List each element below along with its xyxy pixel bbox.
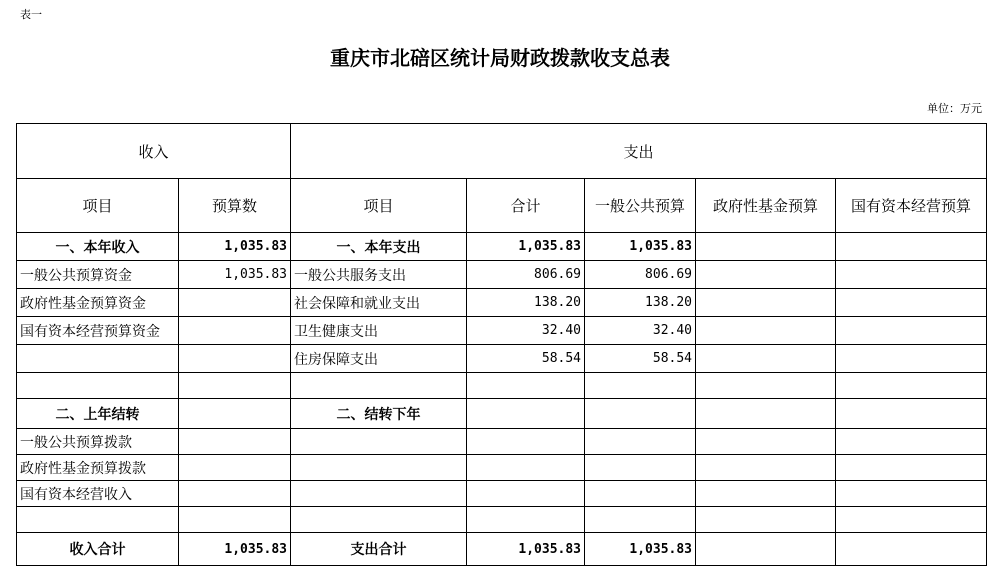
table-cell: [17, 373, 179, 399]
table-cell: [836, 261, 987, 289]
column-header: 合计: [467, 179, 585, 233]
table-cell: [836, 289, 987, 317]
table-cell: [696, 289, 836, 317]
table-cell: 一般公共预算资金: [17, 261, 179, 289]
table-row: [17, 233, 987, 261]
table-cell: [836, 345, 987, 373]
column-header: 政府性基金预算: [696, 179, 836, 233]
table-row: [17, 455, 987, 481]
table-cell: [467, 507, 585, 533]
table-row: [17, 317, 987, 345]
table-row: [17, 261, 987, 289]
table-cell: 58.54: [467, 345, 585, 373]
table-row: [17, 429, 987, 455]
table-row: [17, 399, 987, 429]
table-cell: [696, 533, 836, 566]
table-cell: [836, 481, 987, 507]
table-cell: 138.20: [467, 289, 585, 317]
table-cell: [179, 373, 291, 399]
table-cell: 国有资本经营收入: [17, 481, 179, 507]
table-cell: 住房保障支出: [291, 345, 467, 373]
table-cell: [585, 507, 696, 533]
table-cell: [467, 429, 585, 455]
table-cell: [696, 233, 836, 261]
table-cell: 1,035.83: [179, 533, 291, 566]
table-cell: [696, 399, 836, 429]
table-cell: [291, 429, 467, 455]
table-cell: [467, 373, 585, 399]
income-group-header: 收入: [17, 124, 291, 179]
table-cell: 1,035.83: [585, 533, 696, 566]
table-cell: [291, 507, 467, 533]
table-row: [17, 373, 987, 399]
table-cell: [179, 317, 291, 345]
table-cell: [467, 399, 585, 429]
table-cell: 32.40: [467, 317, 585, 345]
table-cell: 社会保障和就业支出: [291, 289, 467, 317]
table-cell: [291, 455, 467, 481]
budget-table: [16, 123, 987, 566]
table-cell: [696, 261, 836, 289]
table-cell: [836, 429, 987, 455]
table-cell: [696, 373, 836, 399]
table-cell: 1,035.83: [179, 261, 291, 289]
unit-label: 单位：万元: [927, 102, 982, 115]
table-cell: 1,035.83: [467, 233, 585, 261]
table-cell: [836, 373, 987, 399]
table-cell: [696, 429, 836, 455]
table-cell: 一般公共预算拨款: [17, 429, 179, 455]
table-cell: [179, 399, 291, 429]
table-cell: [179, 481, 291, 507]
table-cell: [467, 481, 585, 507]
table-cell: 1,035.83: [467, 533, 585, 566]
table-cell: [291, 481, 467, 507]
table-cell: 收入合计: [17, 533, 179, 566]
table-cell: [585, 429, 696, 455]
table-cell: 1,035.83: [179, 233, 291, 261]
table-cell: [696, 507, 836, 533]
page-title: 重庆市北碚区统计局财政拨款收支总表: [330, 46, 670, 70]
table-cell: [179, 429, 291, 455]
table-cell: [467, 455, 585, 481]
sheet-label: 表一: [20, 8, 42, 21]
table-row: [17, 533, 987, 566]
column-header: 预算数: [179, 179, 291, 233]
table-cell: [836, 317, 987, 345]
table-cell: [585, 481, 696, 507]
table-column-header: [17, 179, 987, 233]
table-cell: 二、结转下年: [291, 399, 467, 429]
table-cell: [696, 317, 836, 345]
table-cell: [585, 373, 696, 399]
column-header: 项目: [291, 179, 467, 233]
table-cell: [696, 345, 836, 373]
table-cell: [179, 345, 291, 373]
table-cell: [585, 399, 696, 429]
table-cell: [836, 233, 987, 261]
table-cell: 二、上年结转: [17, 399, 179, 429]
table-cell: 58.54: [585, 345, 696, 373]
table-cell: [585, 455, 696, 481]
table-cell: [836, 399, 987, 429]
table-cell: 一般公共服务支出: [291, 261, 467, 289]
table-cell: 806.69: [585, 261, 696, 289]
expense-group-header: 支出: [291, 124, 987, 179]
table-cell: [836, 533, 987, 566]
table-cell: [696, 481, 836, 507]
table-cell: 一、本年支出: [291, 233, 467, 261]
table-cell: 32.40: [585, 317, 696, 345]
table-cell: [836, 455, 987, 481]
table-cell: [17, 507, 179, 533]
table-cell: 卫生健康支出: [291, 317, 467, 345]
table-row: [17, 481, 987, 507]
table-cell: [17, 345, 179, 373]
table-cell: [179, 289, 291, 317]
table-group-header: [17, 124, 987, 179]
table-cell: [836, 507, 987, 533]
table-cell: [179, 507, 291, 533]
table-row: [17, 507, 987, 533]
column-header: 项目: [17, 179, 179, 233]
table-cell: 政府性基金预算拨款: [17, 455, 179, 481]
table-row: [17, 345, 987, 373]
table-cell: 138.20: [585, 289, 696, 317]
table-cell: 国有资本经营预算资金: [17, 317, 179, 345]
table-cell: 806.69: [467, 261, 585, 289]
table-cell: 支出合计: [291, 533, 467, 566]
table-cell: [696, 455, 836, 481]
column-header: 一般公共预算: [585, 179, 696, 233]
table-cell: [179, 455, 291, 481]
table-cell: [291, 373, 467, 399]
table-cell: 1,035.83: [585, 233, 696, 261]
column-header: 国有资本经营预算: [836, 179, 987, 233]
table-cell: 政府性基金预算资金: [17, 289, 179, 317]
table-cell: 一、本年收入: [17, 233, 179, 261]
table-row: [17, 289, 987, 317]
